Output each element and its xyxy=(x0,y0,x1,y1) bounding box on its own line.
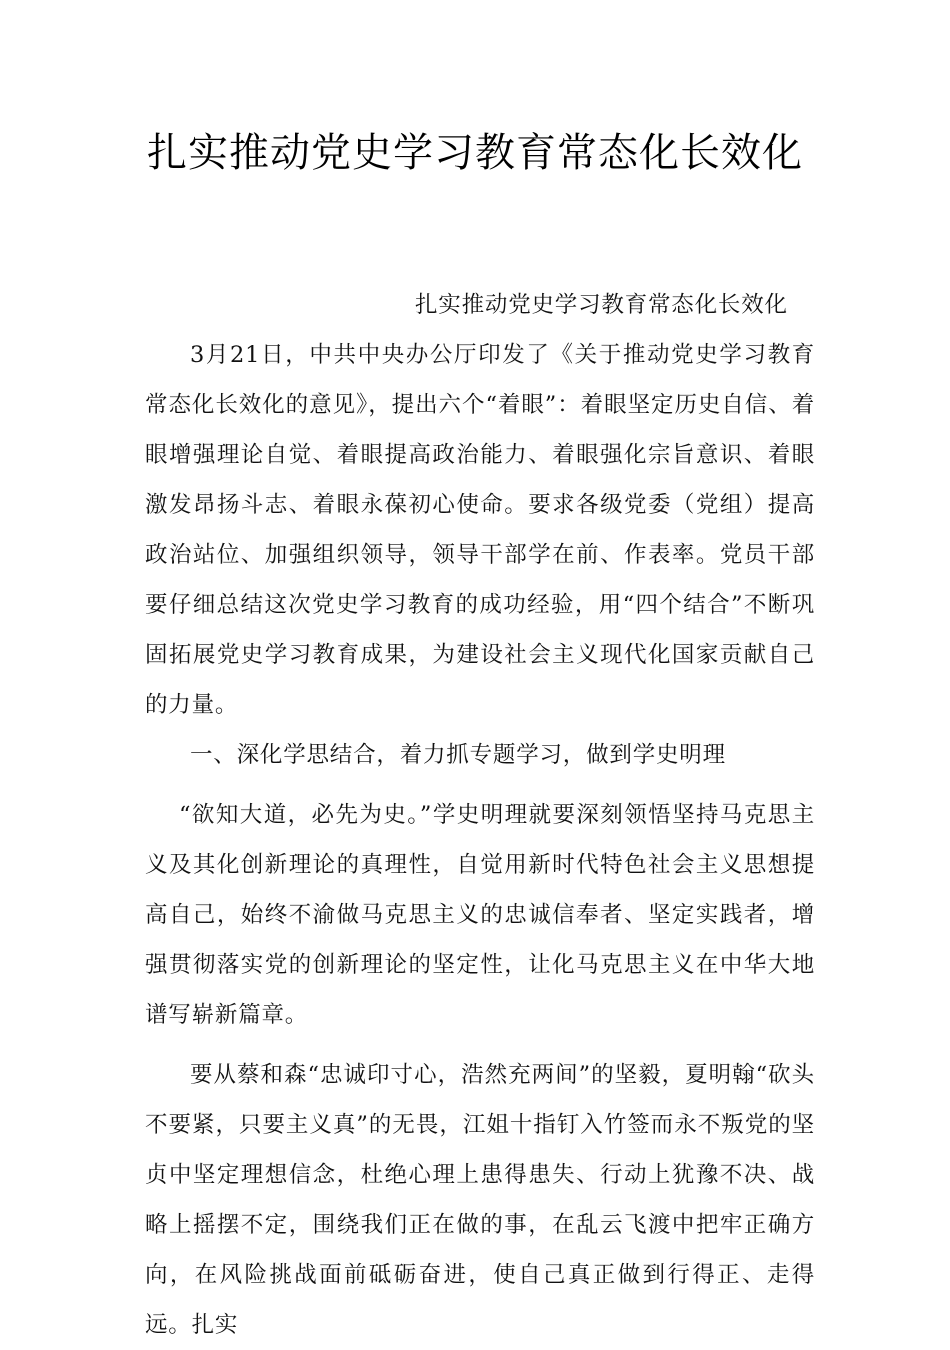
paragraph-intro: 3月21日，中共中央办公厅印发了《关于推动党史学习教育常态化长效化的意见》，提出六个“着眼”：着眼坚定历史自信、着眼增强理论自觉、着眼提高政治能力、着眼强化宗旨意识、着眼激发昂扬斗志、着眼永葆初心使命。要求各级党委（党组）提高政治站位、加强组织领导，领导干部学在前、作表率。党员干部要仔细总结这次党史学习教育的成功经验，用“四个结合”不断巩固拓展党史学习教育成果，为建设社会主义现代化国家贡献自己的力量。 xyxy=(145,342,815,718)
document-body xyxy=(145,280,815,1350)
document-title: 扎实推动党史学习教育常态化长效化 xyxy=(147,130,803,176)
paragraph-quote: “欲知大道，必先为史。”学史明理就要深刻领悟坚持马克思主义及其化创新理论的真理性，自觉用新时代特色社会主义思想提高自己，始终不渝做马克思主义的忠诚信奉者、坚定实践者，增强贯彻落实党的创新理论的坚定性，让化马克思主义在中华大地谱写崭新篇章。 xyxy=(145,802,815,1028)
section-heading-1: 一、深化学思结合，着力抓专题学习，做到学史明理 xyxy=(190,742,726,768)
paragraph-examples: 要从蔡和森“忠诚印寸心，浩然充两间”的坚毅，夏明翰“砍头不要紧，只要主义真”的无畏，江姐十指钉入竹签而永不叛党的坚贞中坚定理想信念，杜绝心理上患得患失、行动上犹豫不决、战略上摇摆不定，围绕我们正在做的事，在乱云飞渡中把牢正确方向，在风险挑战面前砥砺奋进，使自己真正做到行得正、走得远。扎实 xyxy=(145,1062,815,1338)
document-subtitle: 扎实推动党史学习教育常态化长效化 xyxy=(415,292,788,318)
